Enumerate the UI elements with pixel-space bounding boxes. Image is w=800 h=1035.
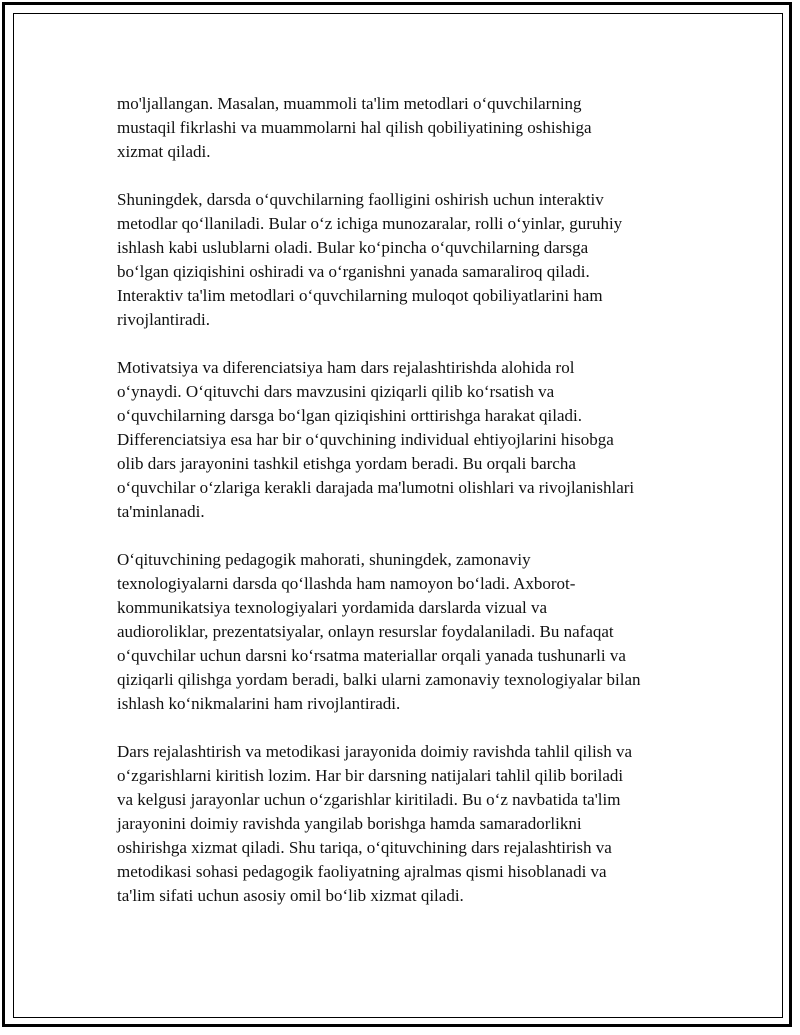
text-line: metodikasi sohasi pedagogik faoliyatning ajralmas qismi hisoblanadi va: [117, 862, 607, 881]
text-line: bo‘lgan qiziqishini oshiradi va o‘rganishni yanada samaraliroq qiladi.: [117, 262, 590, 281]
text-line: qiziqarli qilishga yordam beradi, balki ularni zamonaviy texnologiyalar bilan: [117, 670, 641, 689]
text-line: ishlash kabi uslublarni oladi. Bular ko‘pincha o‘quvchilarning darsga: [117, 238, 589, 257]
paragraph-3: [117, 356, 697, 524]
text-line: ishlash ko‘nikmalarini ham rivojlantiradi.: [117, 694, 401, 713]
text-line: oshirishga xizmat qiladi. Shu tariqa, o‘qituvchining dars rejalashtirish va: [117, 838, 612, 857]
paragraph-1: [117, 92, 697, 164]
text-line: o‘quvchilar o‘zlariga kerakli darajada ma'lumotni olishlari va rivojlanishlari: [117, 478, 635, 497]
text-line: xizmat qiladi.: [117, 142, 211, 161]
text-line: rivojlantiradi.: [117, 310, 211, 329]
paragraph-2: [117, 188, 697, 332]
text-line: olib dars jarayonini tashkil etishga yordam beradi. Bu orqali barcha: [117, 454, 576, 473]
document-body: [117, 92, 697, 932]
text-line: jarayonini doimiy ravishda yangilab borishga hamda samaradorlikni: [117, 814, 582, 833]
text-line: o‘ynaydi. O‘qituvchi dars mavzusini qiziqarli qilib ko‘rsatish va: [117, 382, 555, 401]
text-line: mo'ljallangan. Masalan, muammoli ta'lim metodlari o‘quvchilarning: [117, 94, 582, 113]
text-line: texnologiyalarni darsda qo‘llashda ham namoyon bo‘ladi. Axborot-: [117, 574, 576, 593]
text-line: ta'lim sifati uchun asosiy omil bo‘lib xizmat qiladi.: [117, 886, 464, 905]
text-line: metodlar qo‘llaniladi. Bular o‘z ichiga munozaralar, rolli o‘yinlar, guruhiy: [117, 214, 623, 233]
text-line: O‘qituvchining pedagogik mahorati, shuningdek, zamonaviy: [117, 550, 531, 569]
text-line: o‘zgarishlarni kiritish lozim. Har bir darsning natijalari tahlil qilib boriladi: [117, 766, 624, 785]
paragraph-4: [117, 548, 697, 716]
text-line: Motivatsiya va diferenciatsiya ham dars rejalashtirishda alohida rol: [117, 358, 575, 377]
text-line: Interaktiv ta'lim metodlari o‘quvchilarning muloqot qobiliyatlarini ham: [117, 286, 603, 305]
text-line: o‘quvchilar uchun darsni ko‘rsatma materiallar orqali yanada tushunarli va: [117, 646, 626, 665]
text-line: Shuningdek, darsda o‘quvchilarning faolligini oshirish uchun interaktiv: [117, 190, 604, 209]
text-line: o‘quvchilarning darsga bo‘lgan qiziqishini orttirishga harakat qiladi.: [117, 406, 583, 425]
text-line: audioroliklar, prezentatsiyalar, onlayn resurslar foydalaniladi. Bu nafaqat: [117, 622, 614, 641]
paragraph-5: [117, 740, 697, 908]
text-line: Differenciatsiya esa har bir o‘quvchining individual ehtiyojlarini hisobga: [117, 430, 614, 449]
text-line: mustaqil fikrlashi va muammolarni hal qilish qobiliyatining oshishiga: [117, 118, 592, 137]
text-line: va kelgusi jarayonlar uchun o‘zgarishlar kiritiladi. Bu o‘z navbatida ta'lim: [117, 790, 621, 809]
text-line: Dars rejalashtirish va metodikasi jarayonida doimiy ravishda tahlil qilish va: [117, 742, 633, 761]
text-line: kommunikatsiya texnologiyalari yordamida darslarda vizual va: [117, 598, 548, 617]
text-line: ta'minlanadi.: [117, 502, 205, 521]
